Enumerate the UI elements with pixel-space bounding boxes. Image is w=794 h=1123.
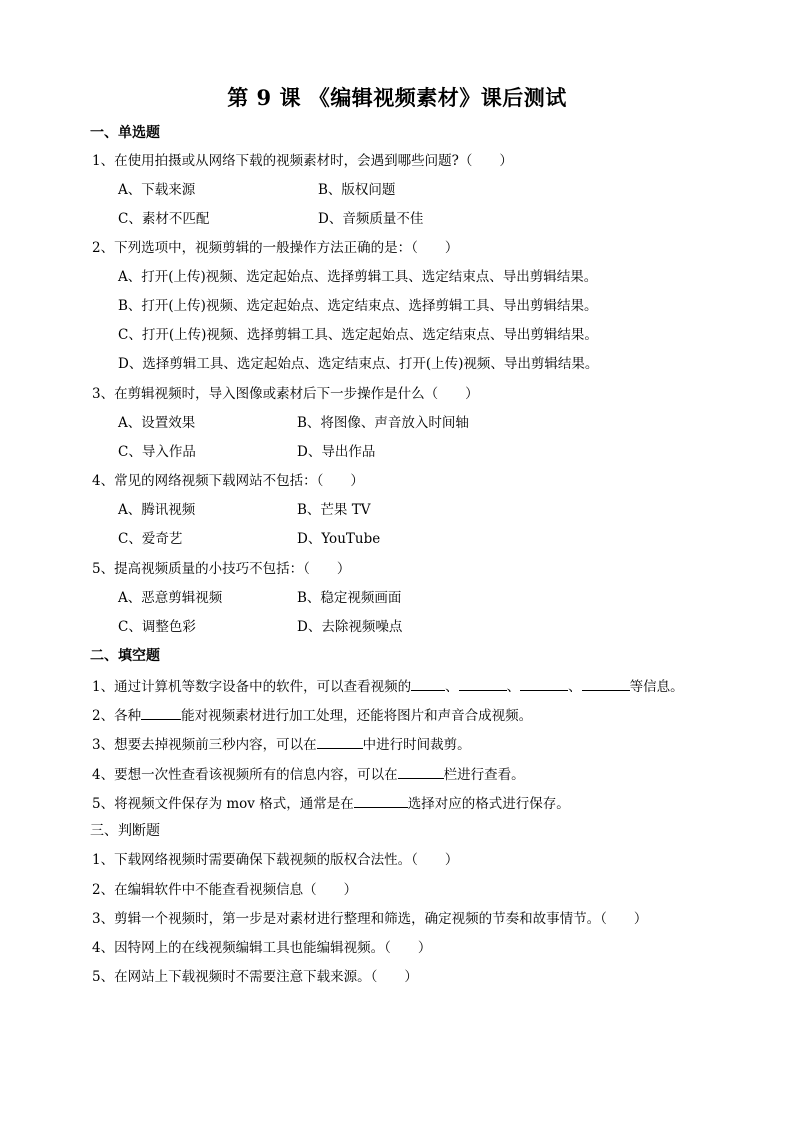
question-4-option-c: C、爱奇艺 <box>118 531 183 547</box>
question-1-option-a: A、下载来源 <box>118 182 196 198</box>
fill-item-1 <box>92 676 684 696</box>
judge-item-2: 2、在编辑软件中不能查看视频信息（ ） <box>92 882 358 898</box>
blank-line <box>459 676 507 691</box>
fill-item-2-text: 2、各种 <box>92 708 142 724</box>
fill-item-1-tail: 等信息。 <box>629 679 684 695</box>
blank-line <box>520 676 568 691</box>
fill-item-1-sep: 、 <box>568 679 582 695</box>
question-3-option-d: D、导出作品 <box>297 444 376 460</box>
fill-item-4 <box>92 764 525 784</box>
section-heading-fill-blank: 二、填空题 <box>90 648 160 664</box>
question-3-option-a: A、设置效果 <box>118 415 196 431</box>
section-heading-true-false: 三、判断题 <box>90 823 160 839</box>
question-5-option-a: A、恶意剪辑视频 <box>118 590 223 606</box>
fill-item-1-text: 1、通过计算机等数字设备中的软件，可以查看视频的 <box>92 679 412 695</box>
blank-line <box>141 705 181 720</box>
fill-item-4-tail: 栏进行查看。 <box>443 767 525 783</box>
question-5-option-d: D、去除视频噪点 <box>297 619 403 635</box>
blank-line <box>411 676 445 691</box>
question-5-stem: 5、提高视频质量的小技巧不包括：（ ） <box>92 561 351 577</box>
judge-item-3: 3、剪辑一个视频时，第一步是对素材进行整理和筛选，确定视频的节奏和故事情节。（ ） <box>92 911 648 927</box>
question-3-option-b: B、将图像、声音放入时间轴 <box>297 415 469 431</box>
fill-item-3-tail: 中进行时间裁剪。 <box>362 737 471 753</box>
judge-item-5: 5、在网站上下载视频时不需要注意下载来源。（ ） <box>92 969 418 985</box>
fill-item-5 <box>92 793 570 813</box>
judge-item-1: 1、下载网络视频时需要确保下载视频的版权合法性。（ ） <box>92 852 459 868</box>
blank-line <box>582 676 630 691</box>
fill-item-5-tail: 选择对应的格式进行保存。 <box>407 796 570 812</box>
judge-item-4: 4、因特网上的在线视频编辑工具也能编辑视频。（ ） <box>92 940 432 956</box>
fill-item-1-sep: 、 <box>445 679 459 695</box>
fill-item-1-sep: 、 <box>506 679 521 695</box>
question-5-option-c: C、调整色彩 <box>118 619 196 635</box>
question-4-stem: 4、常见的网络视频下载网站不包括：（ ） <box>92 473 364 489</box>
question-1-stem: 1、在使用拍摄或从网络下载的视频素材时，会遇到哪些问题?（ ） <box>92 153 513 169</box>
question-4-option-b: B、芒果 TV <box>297 502 371 518</box>
fill-item-3 <box>92 734 471 754</box>
page-title: 第 9 课 《编辑视频素材》课后测试 <box>227 85 567 110</box>
section-heading-single-choice: 一、单选题 <box>90 125 160 141</box>
question-3-stem: 3、在剪辑视频时，导入图像或素材后下一步操作是什么（ ） <box>92 386 479 402</box>
fill-item-4-text: 4、要想一次性查看该视频所有的信息内容，可以在 <box>92 767 398 783</box>
question-5-option-b: B、稳定视频画面 <box>297 590 402 606</box>
question-4-option-d: D、YouTube <box>297 531 381 547</box>
question-1-option-c: C、素材不匹配 <box>118 211 210 227</box>
question-1-option-d: D、音频质量不佳 <box>318 211 424 227</box>
question-2-option-c: C、打开(上传)视频、选择剪辑工具、选定起始点、选定结束点、导出剪辑结果。 <box>118 327 598 343</box>
question-2-stem: 2、下列选项中，视频剪辑的一般操作方法正确的是：（ ） <box>92 240 459 256</box>
fill-item-3-text: 3、想要去掉视频前三秒内容，可以在 <box>92 737 317 753</box>
blank-line <box>354 793 408 808</box>
fill-item-5-text: 5、将视频文件保存为 mov 格式，通常是在 <box>92 796 354 812</box>
fill-item-2 <box>92 705 532 725</box>
question-3-option-c: C、导入作品 <box>118 444 196 460</box>
question-2-option-b: B、打开(上传)视频、选定起始点、选定结束点、选择剪辑工具、导出剪辑结果。 <box>118 298 598 314</box>
fill-item-2-tail: 能对视频素材进行加工处理，还能将图片和声音合成视频。 <box>181 708 533 724</box>
question-2-option-d: D、选择剪辑工具、选定起始点、选定结束点、打开(上传)视频、导出剪辑结果。 <box>118 356 599 372</box>
question-4-option-a: A、腾讯视频 <box>118 502 196 518</box>
question-2-option-a: A、打开(上传)视频、选定起始点、选择剪辑工具、选定结束点、导出剪辑结果。 <box>118 269 598 285</box>
blank-line <box>398 764 444 779</box>
blank-line <box>317 734 363 749</box>
question-1-option-b: B、版权问题 <box>318 182 396 198</box>
